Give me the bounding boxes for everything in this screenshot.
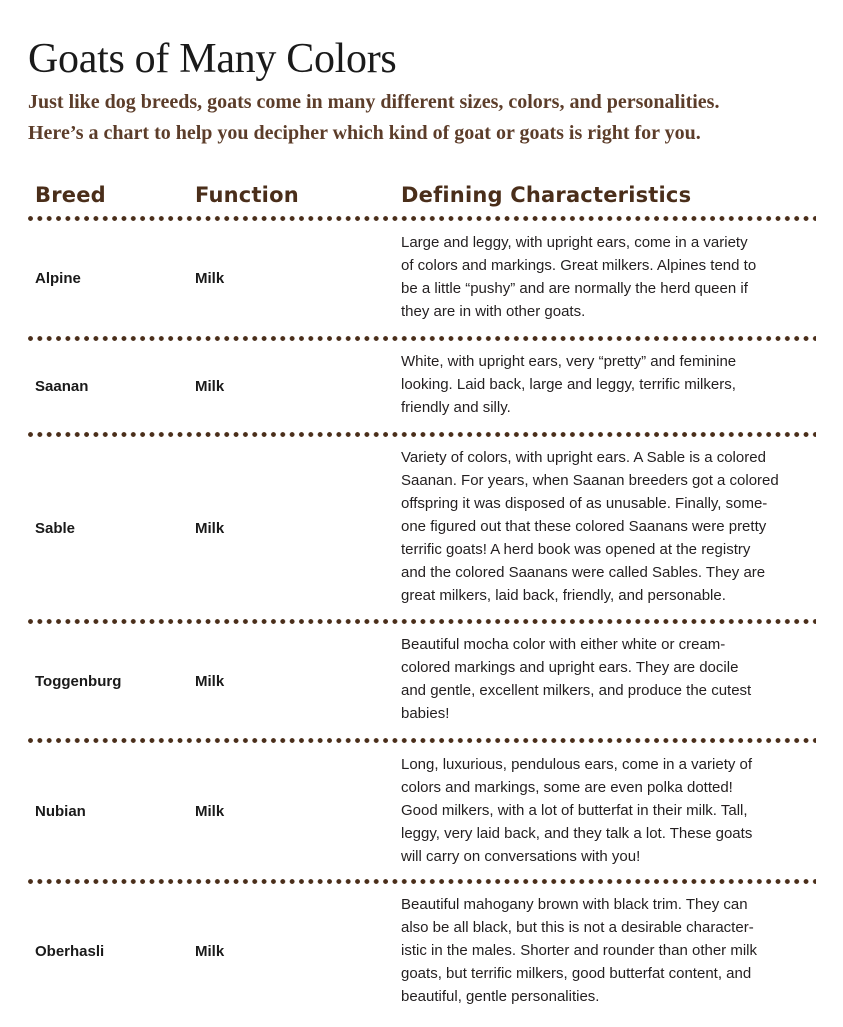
dotted-divider <box>28 430 816 439</box>
characteristics-line: of colors and markings. Great milkers. Alpines tend to <box>401 257 757 274</box>
characteristics-line: friendly and silly. <box>401 399 511 416</box>
table-row <box>28 439 816 617</box>
breed-cell: Sable <box>35 519 76 537</box>
characteristics-cell <box>401 223 816 323</box>
header-breed: Breed <box>35 183 106 207</box>
breed-cell: Nubian <box>35 802 86 820</box>
function-cell: Milk <box>195 270 225 287</box>
characteristics-line: goats, but terrific milkers, good butterfat content, and <box>401 965 752 982</box>
characteristics-line: be a little “pushy” and are normally the herd queen if <box>401 280 748 297</box>
characteristics-line: Variety of colors, with upright ears. A Sable is a colored <box>401 449 766 466</box>
header-characteristics: Defining Characteristics <box>401 183 692 207</box>
characteristics-line: looking. Laid back, large and leggy, terrific milkers, <box>401 376 736 393</box>
characteristics-line: Large and leggy, with upright ears, come in a variety <box>401 234 748 251</box>
page-title: Goats of Many Colors <box>28 36 397 82</box>
function-cell: Milk <box>195 942 225 960</box>
dotted-divider <box>28 214 816 223</box>
characteristics-line: Beautiful mahogany brown with black trim. They can <box>401 896 748 913</box>
characteristics-line: terrific goats! A herd book was opened at the registry <box>401 541 751 558</box>
characteristics-line: Beautiful mocha color with either white or cream- <box>401 636 726 653</box>
dotted-divider <box>28 334 816 343</box>
characteristics-line: and gentle, excellent milkers, and produce the cutest <box>401 682 752 699</box>
dotted-divider <box>28 617 816 626</box>
function-cell: Milk <box>195 378 225 395</box>
characteristics-cell <box>401 343 816 419</box>
subtitle-line: Here’s a chart to help you decipher which kind of goat or goats is right for you. <box>28 122 701 144</box>
characteristics-cell <box>401 886 816 1008</box>
characteristics-line: leggy, very laid back, and they talk a lot. These goats <box>401 825 753 842</box>
header-function: Function <box>195 183 299 207</box>
table-row <box>28 223 816 334</box>
characteristics-line: Good milkers, with a lot of butterfat in their milk. Tall, <box>401 802 748 819</box>
table-row <box>28 745 816 877</box>
characteristics-line: will carry on conversations with you! <box>401 848 641 865</box>
table-row <box>28 626 816 736</box>
characteristics-line: White, with upright ears, very “pretty” and feminine <box>401 353 737 370</box>
breed-cell: Alpine <box>35 270 81 287</box>
characteristics-line: babies! <box>401 705 450 722</box>
table-header <box>28 176 816 214</box>
function-cell: Milk <box>195 519 225 537</box>
characteristics-line: Saanan. For years, when Saanan breeders got a colored <box>401 472 779 489</box>
characteristics-line: offspring it was disposed of as unusable. Finally, some- <box>401 495 768 512</box>
characteristics-line: one figured out that these colored Saanans were pretty <box>401 518 767 535</box>
characteristics-cell <box>401 626 816 725</box>
characteristics-line: istic in the males. Shorter and rounder than other milk <box>401 942 758 959</box>
goat-breed-table <box>28 176 816 1016</box>
table-row <box>28 886 816 1016</box>
dotted-divider <box>28 877 816 886</box>
breed-cell: Toggenburg <box>35 672 122 690</box>
breed-cell: Oberhasli <box>35 942 105 960</box>
characteristics-cell <box>401 745 816 868</box>
characteristics-line: colors and markings, some are even polka dotted! <box>401 779 733 796</box>
characteristics-line: great milkers, laid back, friendly, and personable. <box>401 587 726 604</box>
characteristics-line: and the colored Saanans were called Sables. They are <box>401 564 766 581</box>
function-cell: Milk <box>195 802 225 820</box>
function-cell: Milk <box>195 672 225 690</box>
characteristics-line: beautiful, gentle personalities. <box>401 988 600 1005</box>
subtitle <box>28 87 828 149</box>
breed-cell: Saanan <box>35 378 89 395</box>
characteristics-line: Long, luxurious, pendulous ears, come in a variety of <box>401 756 753 773</box>
characteristics-line: they are in with other goats. <box>401 303 586 320</box>
characteristics-cell <box>401 439 816 607</box>
characteristics-line: also be all black, but this is not a desirable character- <box>401 919 754 936</box>
table-row <box>28 343 816 430</box>
subtitle-line: Just like dog breeds, goats come in many different sizes, colors, and personalities. <box>28 91 720 113</box>
dotted-divider <box>28 736 816 745</box>
characteristics-line: colored markings and upright ears. They are docile <box>401 659 739 676</box>
